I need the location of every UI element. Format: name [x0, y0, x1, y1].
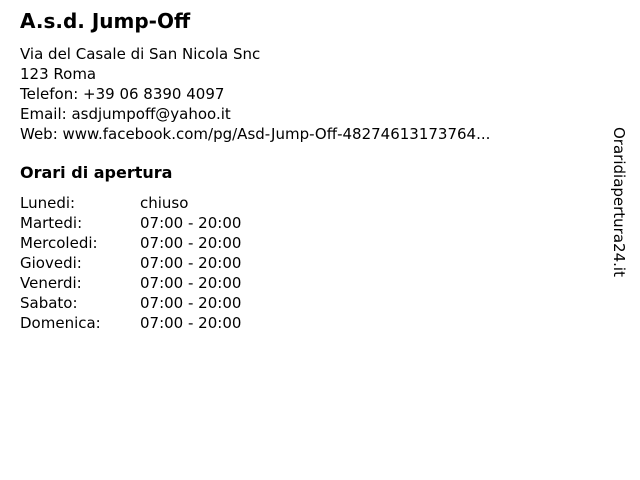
- day-label: Lunedi:: [20, 194, 76, 212]
- day-label: Venerdi:: [20, 274, 82, 292]
- page-title: A.s.d. Jump-Off: [20, 9, 191, 33]
- web-line: Web: www.facebook.com/pg/Asd-Jump-Off-48274613173764...: [20, 125, 491, 143]
- time-value: 07:00 - 20:00: [140, 294, 242, 312]
- phone-line: Telefon: +39 06 8390 4097: [20, 85, 225, 103]
- day-label: Sabato:: [20, 294, 78, 312]
- time-value: 07:00 - 20:00: [140, 214, 242, 232]
- time-value: 07:00 - 20:00: [140, 274, 242, 292]
- hours-row-mercoledi: [20, 233, 241, 253]
- day-label: Giovedi:: [20, 254, 82, 272]
- email-line: Email: asdjumpoff@yahoo.it: [20, 105, 231, 123]
- day-label: Domenica:: [20, 314, 101, 332]
- address-line1: Via del Casale di San Nicola Snc: [20, 45, 261, 63]
- hours-heading: Orari di apertura: [20, 163, 173, 182]
- hours-row-giovedi: [20, 253, 241, 273]
- hours-table: [20, 193, 241, 333]
- time-value: 07:00 - 20:00: [140, 234, 242, 252]
- hours-row-lunedi: [20, 193, 241, 213]
- time-value: 07:00 - 20:00: [140, 314, 242, 332]
- day-label: Martedi:: [20, 214, 83, 232]
- hours-row-domenica: [20, 313, 241, 333]
- hours-row-sabato: [20, 293, 241, 313]
- hours-row-martedi: [20, 213, 241, 233]
- time-value: chiuso: [140, 194, 189, 212]
- watermark-vertical: Oraridiapertura24.it: [610, 127, 628, 277]
- time-value: 07:00 - 20:00: [140, 254, 242, 272]
- hours-row-venerdi: [20, 273, 241, 293]
- contact-block: [20, 44, 490, 144]
- day-label: Mercoledi:: [20, 234, 98, 252]
- address-line2: 123 Roma: [20, 65, 97, 83]
